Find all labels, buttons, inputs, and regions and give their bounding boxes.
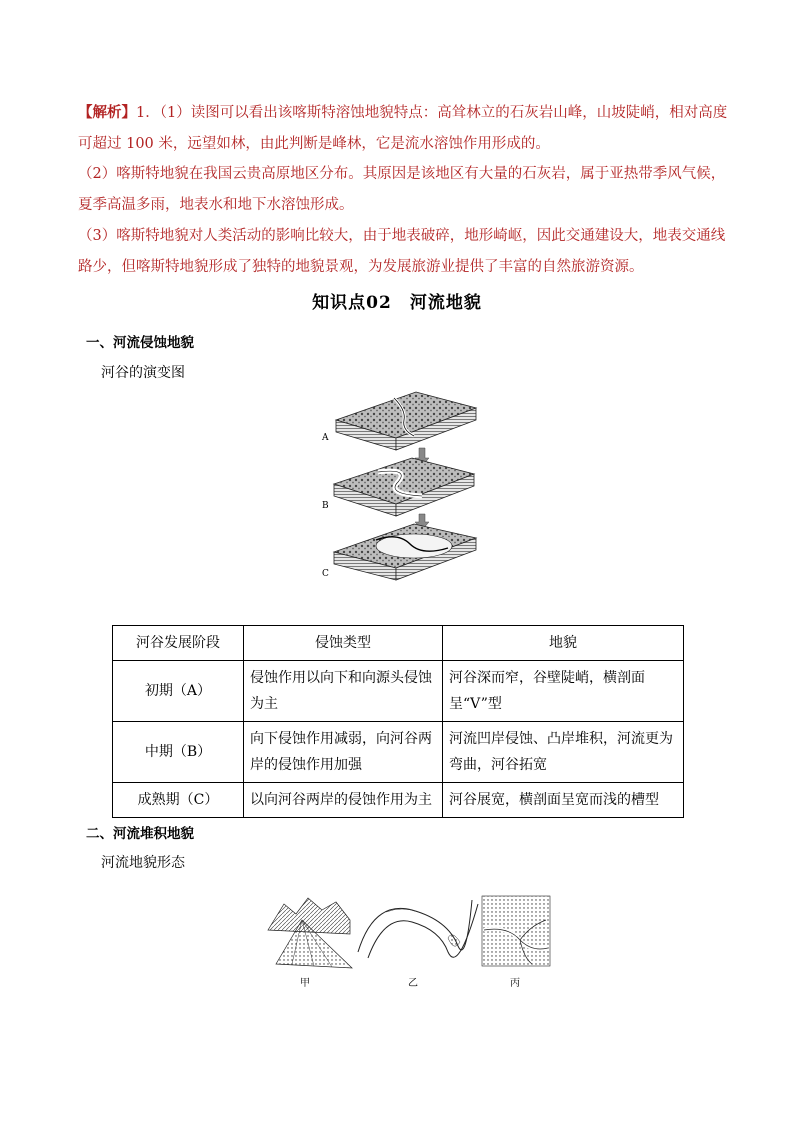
table-row (113, 722, 684, 783)
part2-heading: 二、河流堆积地貌 (86, 826, 194, 842)
part1-heading: 一、河流侵蚀地貌 (86, 335, 194, 351)
table-cell: 河谷深而窄，谷壁陡峭，横剖面呈“V”型 (443, 661, 684, 722)
table-header-cell: 侵蚀类型 (244, 626, 443, 661)
block-a (336, 392, 476, 450)
table-row (113, 783, 684, 818)
block-b (334, 458, 474, 516)
table-row (113, 661, 684, 722)
table-cell: 向下侵蚀作用减弱，向河谷两岸的侵蚀作用加强 (244, 722, 443, 783)
analysis-tag: 【解析】 (78, 104, 136, 121)
table-cell: 中期（B） (113, 722, 244, 783)
table-cell: 以向河谷两岸的侵蚀作用为主 (244, 783, 443, 818)
table-cell: 侵蚀作用以向下和向源头侵蚀为主 (244, 661, 443, 722)
fig-label-jia: 甲 (300, 978, 310, 989)
section-title: 知识点02 河流地貌 (312, 293, 482, 313)
valley-evolution-figure (318, 388, 488, 588)
part1-caption: 河谷的演变图 (101, 365, 185, 381)
analysis-paragraph-2: （2）喀斯特地貌在我国云贵高原地区分布。其原因是该地区有大量的石灰岩，属于亚热带季风气候，夏季高温多雨，地表水和地下水溶蚀形成。 (78, 166, 726, 213)
fig-label-a: A (322, 433, 329, 443)
table-cell: 河流凹岸侵蚀、凸岸堆积，河流更为弯曲，河谷拓宽 (443, 722, 684, 783)
fig-label-b: B (322, 501, 329, 511)
table-header-cell: 地貌 (443, 626, 684, 661)
fig-label-yi: 乙 (408, 978, 418, 989)
deposition-landforms-figure (262, 890, 562, 1000)
table-header-cell: 河谷发展阶段 (113, 626, 244, 661)
table-header-row (113, 626, 684, 661)
analysis-text-1: 1．（1）读图可以看出该喀斯特溶蚀地貌特点：高耸林立的石灰岩山峰，山坡陡峭，相对高度可超过 100 米，远望如林，由此判断是峰林，它是流水溶蚀作用形成的。 (78, 105, 728, 152)
analysis-paragraph-1 (78, 97, 728, 160)
delta-sketch (482, 896, 550, 966)
meander-sketch (358, 900, 478, 958)
table-cell: 初期（A） (113, 661, 244, 722)
table-cell: 河谷展宽，横剖面呈宽而浅的槽型 (443, 783, 684, 818)
alluvial-fan-sketch (268, 898, 352, 968)
part2-caption: 河流地貌形态 (101, 855, 185, 871)
analysis-paragraph-3: （3）喀斯特地貌对人类活动的影响比较大，由于地表破碎，地形崎岖，因此交通建设大，地表交通线路少，但喀斯特地貌形成了独特的地貌景观，为发展旅游业提供了丰富的自然旅游资源。 (78, 228, 726, 275)
fig-label-c: C (322, 569, 329, 579)
table-cell: 成熟期（C） (113, 783, 244, 818)
valley-stage-table (112, 625, 684, 818)
block-c (334, 524, 476, 580)
fig-label-bing: 丙 (510, 978, 520, 989)
